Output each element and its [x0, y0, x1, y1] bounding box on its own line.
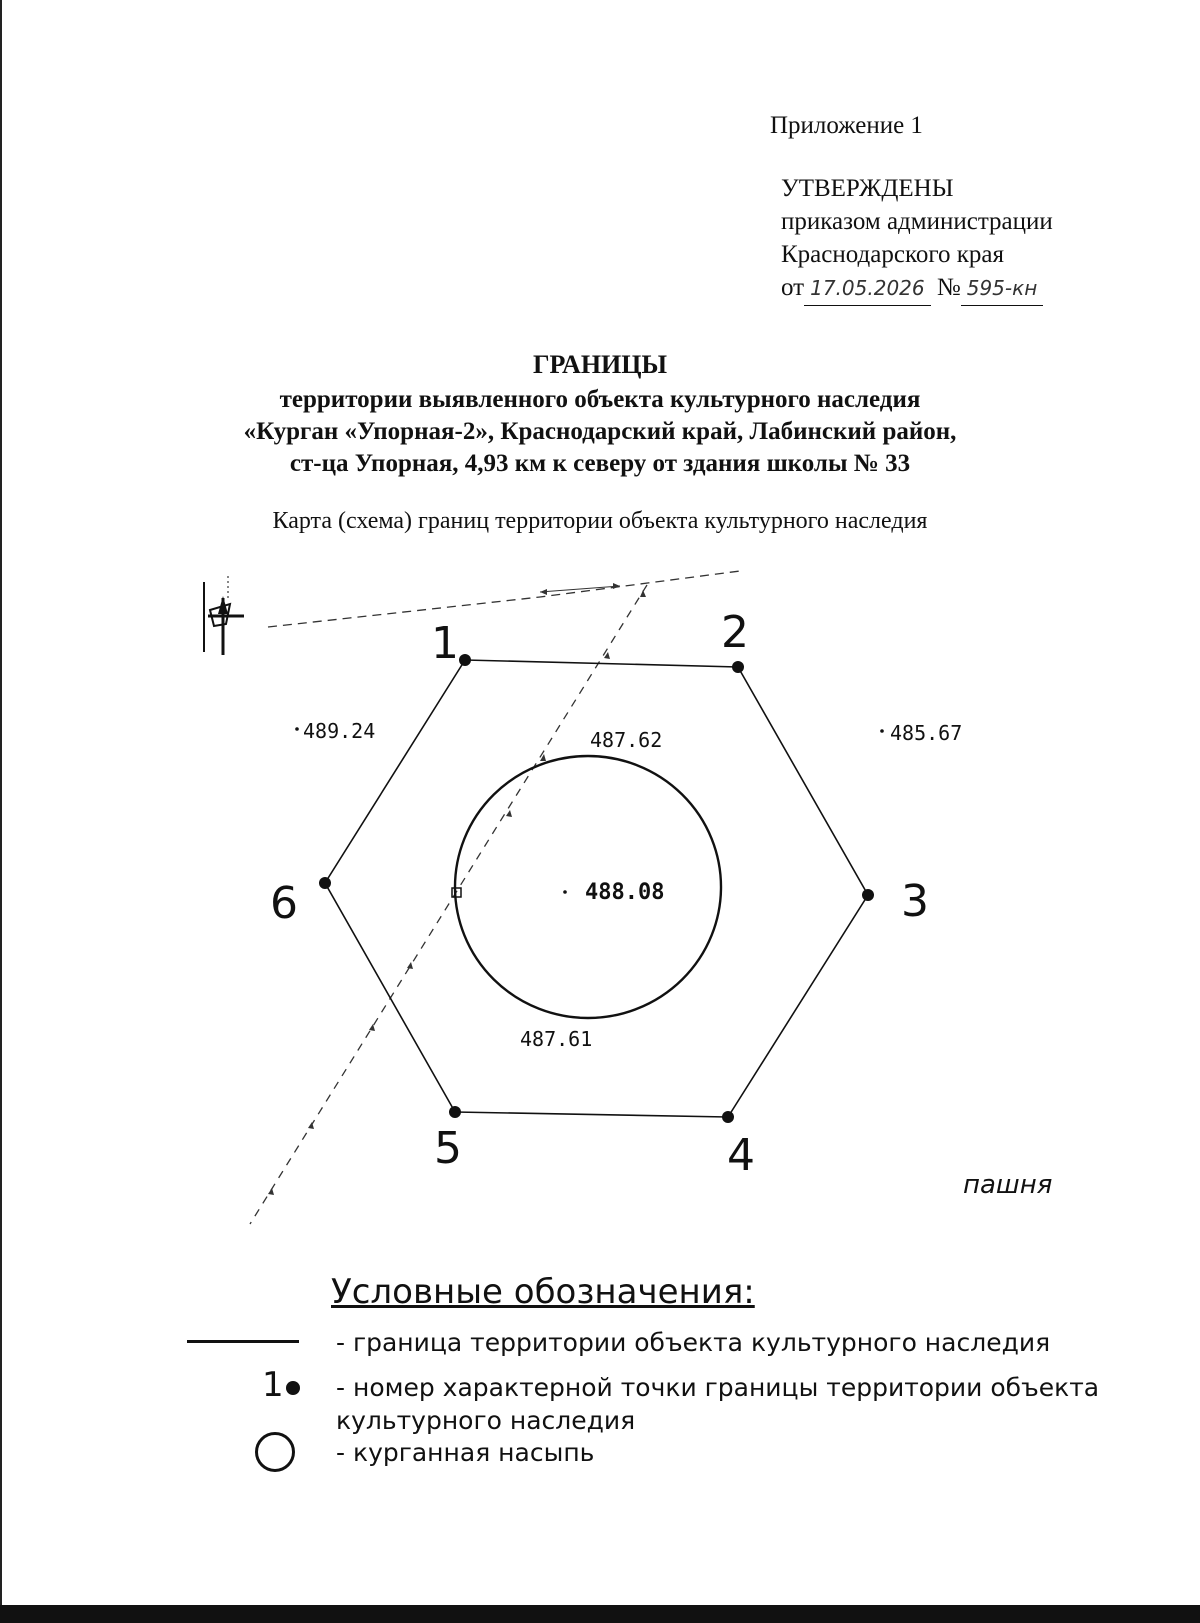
- map-caption: Карта (схема) границ территории объекта культурного наследия: [272, 508, 928, 534]
- approved-by-order: приказом администрации: [781, 208, 1053, 235]
- boundary-point-4: [722, 1111, 734, 1123]
- legend-point-text-1: - номер характерной точки границы территории объекта: [336, 1373, 1100, 1402]
- boundary-point-6: [319, 877, 331, 889]
- elevation-ne: 485.67: [890, 721, 963, 745]
- legend-point-symbol: [286, 1381, 300, 1395]
- number-prefix: №: [936, 274, 961, 301]
- elevation-mound-bottom: 487.61: [520, 1027, 593, 1051]
- dashed-road-lines: [250, 571, 740, 1224]
- boundary-point-1: [459, 654, 471, 666]
- legend-boundary-symbol: [187, 1340, 299, 1343]
- page-bottom-border: [0, 1605, 1200, 1623]
- title-main: ГРАНИЦЫ: [532, 350, 668, 379]
- elevation-dot-nw: [295, 727, 299, 731]
- elevation-dot-ne: [880, 729, 884, 733]
- title-line-1: территории выявленного объекта культурного наследия: [279, 386, 921, 413]
- legend-title: Условные обозначения:: [331, 1272, 755, 1312]
- point-label-3: 3: [901, 876, 929, 927]
- boundary-point-3: [862, 889, 874, 901]
- north-arrow-icon: [204, 576, 244, 655]
- date-prefix: от: [781, 274, 805, 301]
- date-value: 17.05.2026: [804, 272, 931, 306]
- approved-region: Краснодарского края: [781, 241, 1004, 268]
- point-label-4: 4: [727, 1130, 755, 1181]
- land-use-label: пашня: [963, 1170, 1053, 1200]
- approved-heading: УТВЕРЖДЕНЫ: [781, 175, 954, 202]
- elevation-nw: 489.24: [303, 719, 376, 743]
- elevation-dot-center: [563, 890, 567, 894]
- legend-mound-symbol: [255, 1432, 295, 1472]
- point-label-1: 1: [431, 618, 459, 669]
- legend-point-text-2: культурного наследия: [336, 1406, 636, 1435]
- point-label-5: 5: [434, 1123, 462, 1174]
- number-value: 595-кн: [961, 272, 1044, 306]
- title-line-3: ст-ца Упорная, 4,93 км к северу от здания школы № 33: [289, 450, 911, 477]
- point-label-6: 6: [270, 878, 298, 929]
- elevation-mound-center: 488.08: [585, 880, 665, 905]
- elevation-mound-top: 487.62: [590, 728, 663, 752]
- legend-boundary-text: - граница территории объекта культурного наследия: [336, 1328, 1051, 1357]
- legend-mound-text: - курганная насыпь: [336, 1438, 595, 1467]
- point-label-2: 2: [721, 607, 749, 658]
- boundary-point-2: [732, 661, 744, 673]
- legend-point-number: 1: [262, 1365, 284, 1405]
- dashed-road-upper: [268, 571, 740, 627]
- annex-label: Приложение 1: [770, 112, 923, 139]
- title-line-2: «Курган «Упорная-2», Краснодарский край, Лабинский район,: [243, 418, 957, 445]
- boundary-point-5: [449, 1106, 461, 1118]
